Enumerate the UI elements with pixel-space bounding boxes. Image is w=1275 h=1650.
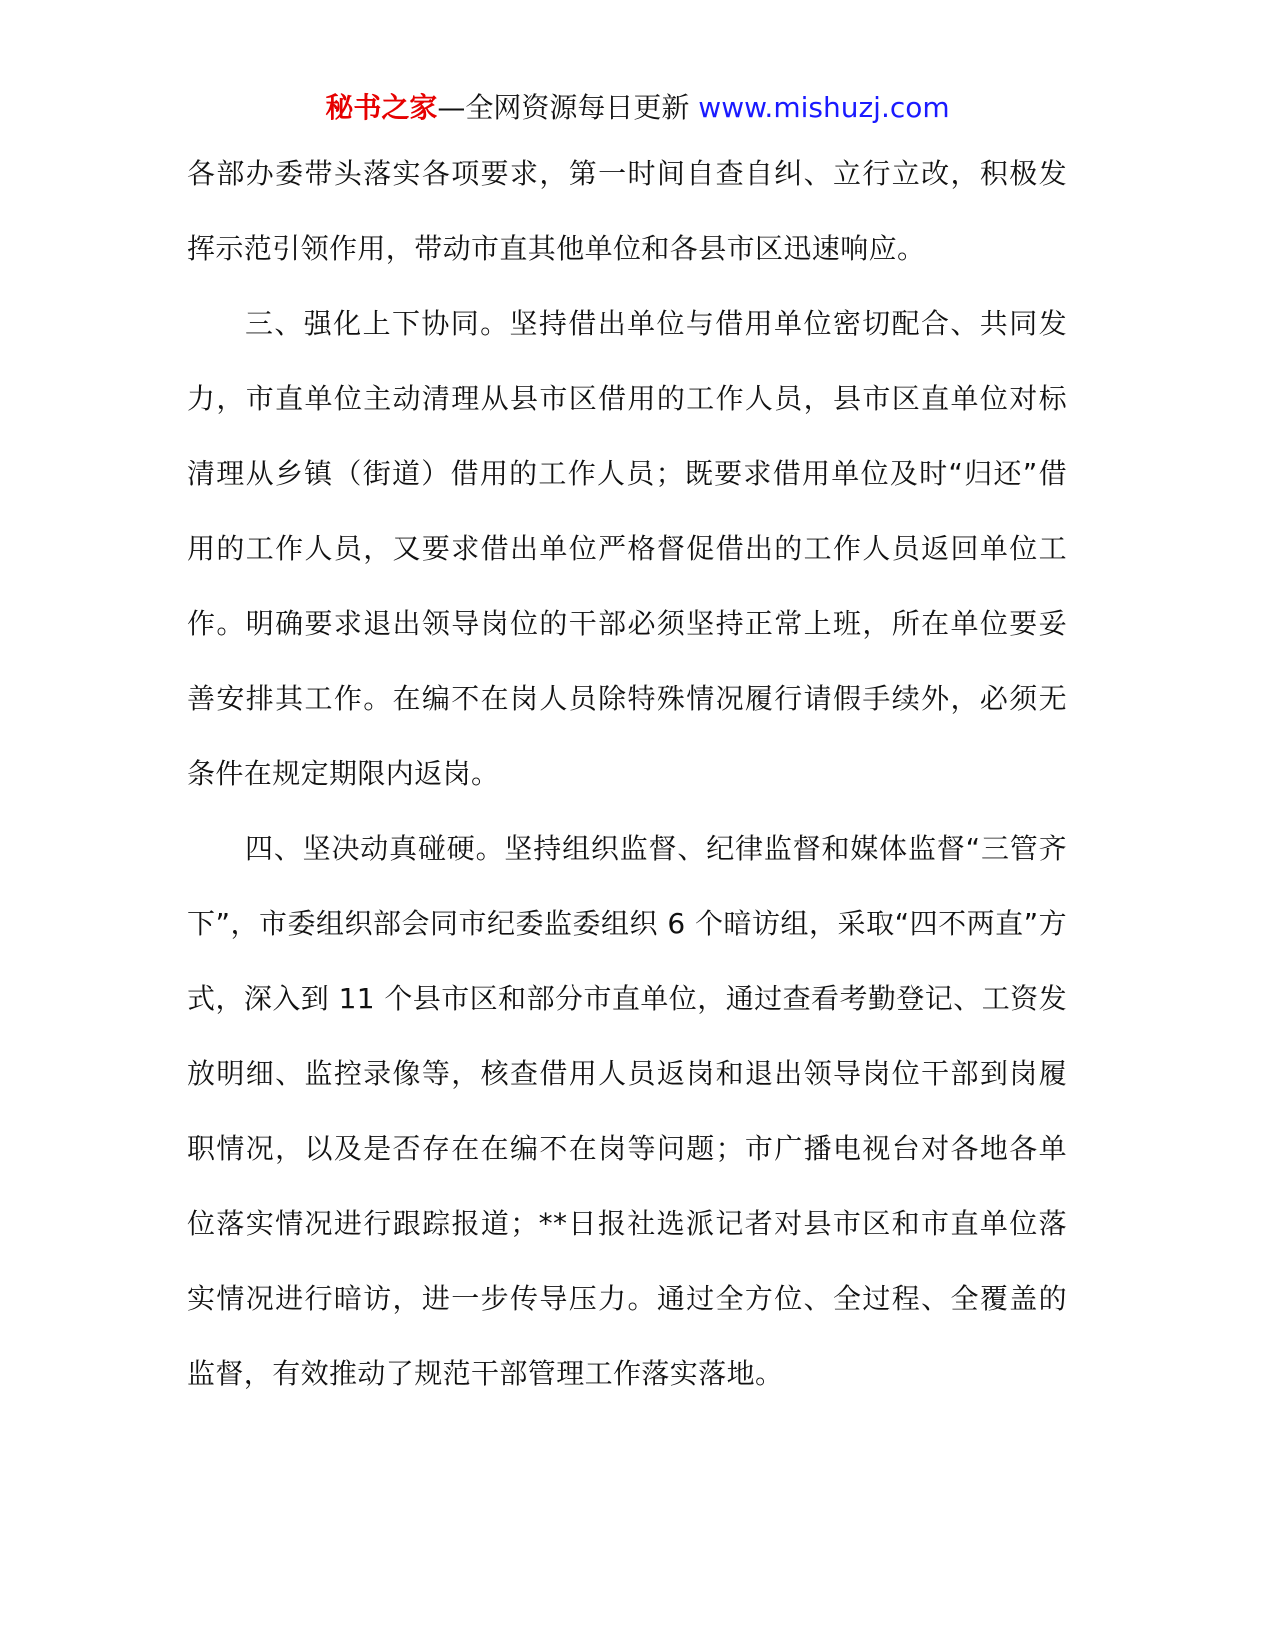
document-body: [187, 136, 1067, 1411]
paragraph-section-four: 四、坚决动真碰硬。坚持组织监督、纪律监督和媒体监督“三管齐下”，市委组织部会同市纪委监委组织 6 个暗访组，采取“四不两直”方式，深入到 11 个县市区和部分市直单位，通过查看考勤登记、工资发放明细、监控录像等，核查借用人员返岗和退出领导岗位干部到岗履职情况，以及是否存在在编不在岗等问题；市广播电视台对各地各单位落实情况进行跟踪报道；**日报社选派记者对县市区和市直单位落实情况进行暗访，进一步传导压力。通过全方位、全过程、全覆盖的监督，有效推动了规范干部管理工作落实落地。: [187, 832, 1067, 1390]
paragraph-section-three: 三、强化上下协同。坚持借出单位与借用单位密切配合、共同发力，市直单位主动清理从县市区借用的工作人员，县市区直单位对标清理从乡镇（街道）借用的工作人员；既要求借用单位及时“归还”借用的工作人员，又要求借出单位严格督促借出的工作人员返回单位工作。明确要求退出领导岗位的干部必须坚持正常上班，所在单位要妥善安排其工作。在编不在岗人员除特殊情况履行请假手续外，必须无条件在规定期限内返岗。: [187, 307, 1067, 790]
page-header: [0, 88, 1275, 128]
header-tagline: —全网资源每日更新: [437, 91, 690, 124]
site-url[interactable]: www.mishuzj.com: [698, 91, 950, 124]
paragraph-continued: 各部办委带头落实各项要求，第一时间自查自纠、立行立改，积极发挥示范引领作用，带动市直其他单位和各县市区迅速响应。: [187, 157, 1067, 265]
brand-name: 秘书之家: [325, 91, 438, 124]
